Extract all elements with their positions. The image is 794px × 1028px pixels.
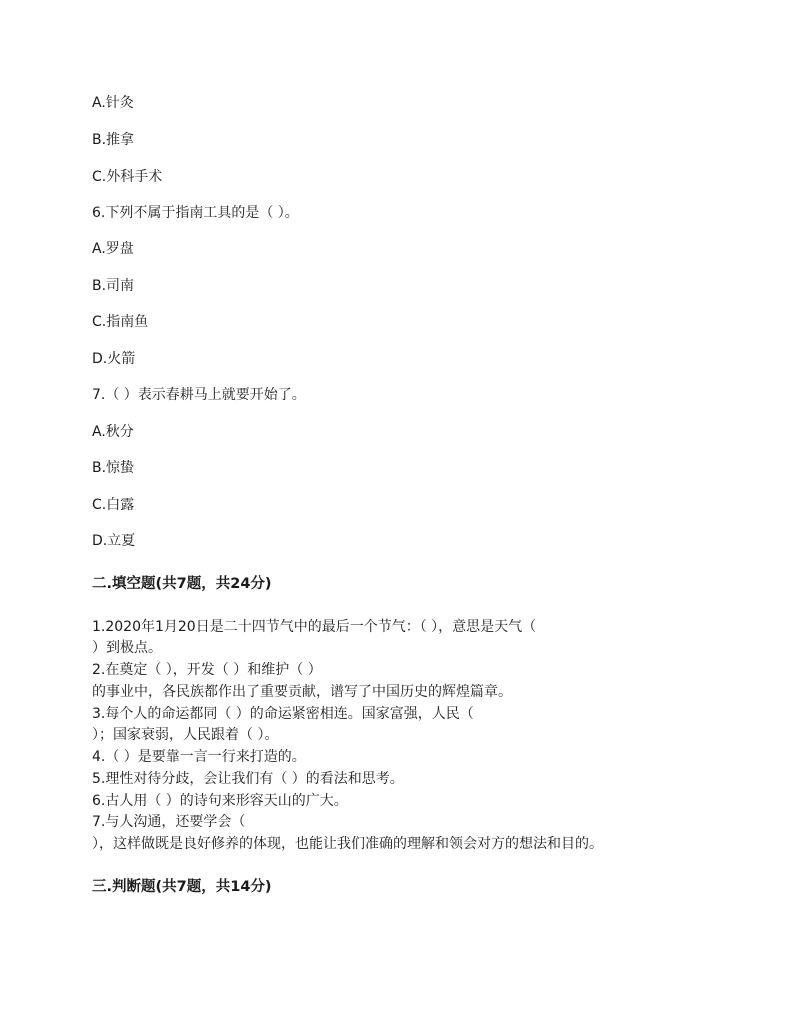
q7-option-a: A.秋分 [92, 424, 134, 440]
fill-line-2: ）到极点。 [92, 640, 162, 656]
fill-line-5: 3.每个人的命运都同（ ）的命运紧密相连。国家富强，人民（ [92, 706, 474, 722]
q7-option-b: B.惊蛰 [92, 460, 135, 476]
fill-line-9: 6.古人用（ ）的诗句来形容天山的广大。 [92, 793, 348, 809]
fill-line-8: 5.理性对待分歧，会让我们有（ ）的看法和思考。 [92, 771, 404, 787]
q7-option-d: D.立夏 [92, 533, 136, 549]
section2-heading: 二.填空题(共7题，共24分) [92, 576, 272, 592]
fill-line-11: ），这样做既是良好修养的体现，也能让我们准确的理解和领会对方的想法和目的。 [92, 836, 603, 852]
q6-option-b: B.司南 [92, 278, 135, 294]
q6-stem: 6.下列不属于指南工具的是（ ）。 [92, 205, 299, 221]
fill-line-3: 2.在奠定（ ），开发（ ）和维护（ ） [92, 662, 322, 678]
q5-option-a: A.针灸 [92, 95, 134, 111]
q6-option-a: A.罗盘 [92, 241, 134, 257]
section3-heading: 三.判断题(共7题，共14分) [92, 879, 272, 895]
q5-option-b: B.推拿 [92, 132, 135, 148]
fill-line-4: 的事业中，各民族都作出了重要贡献，谱写了中国历史的辉煌篇章。 [92, 684, 512, 700]
fill-line-6: ）；国家衰弱，人民跟着（ ）。 [92, 727, 279, 743]
q7-option-c: C.白露 [92, 497, 135, 513]
q7-stem: 7.（ ）表示春耕马上就要开始了。 [92, 387, 306, 403]
fill-line-10: 7.与人沟通，还要学会（ [92, 814, 246, 830]
fill-line-1: 1.2020年1月20日是二十四节气中的最后一个节气：（ ），意思是天气（ [92, 619, 537, 635]
fill-line-7: 4.（ ）是要靠一言一行来打造的。 [92, 749, 306, 765]
q6-option-c: C.指南鱼 [92, 314, 149, 330]
q5-option-c: C.外科手术 [92, 169, 163, 185]
q6-option-d: D.火箭 [92, 351, 136, 367]
